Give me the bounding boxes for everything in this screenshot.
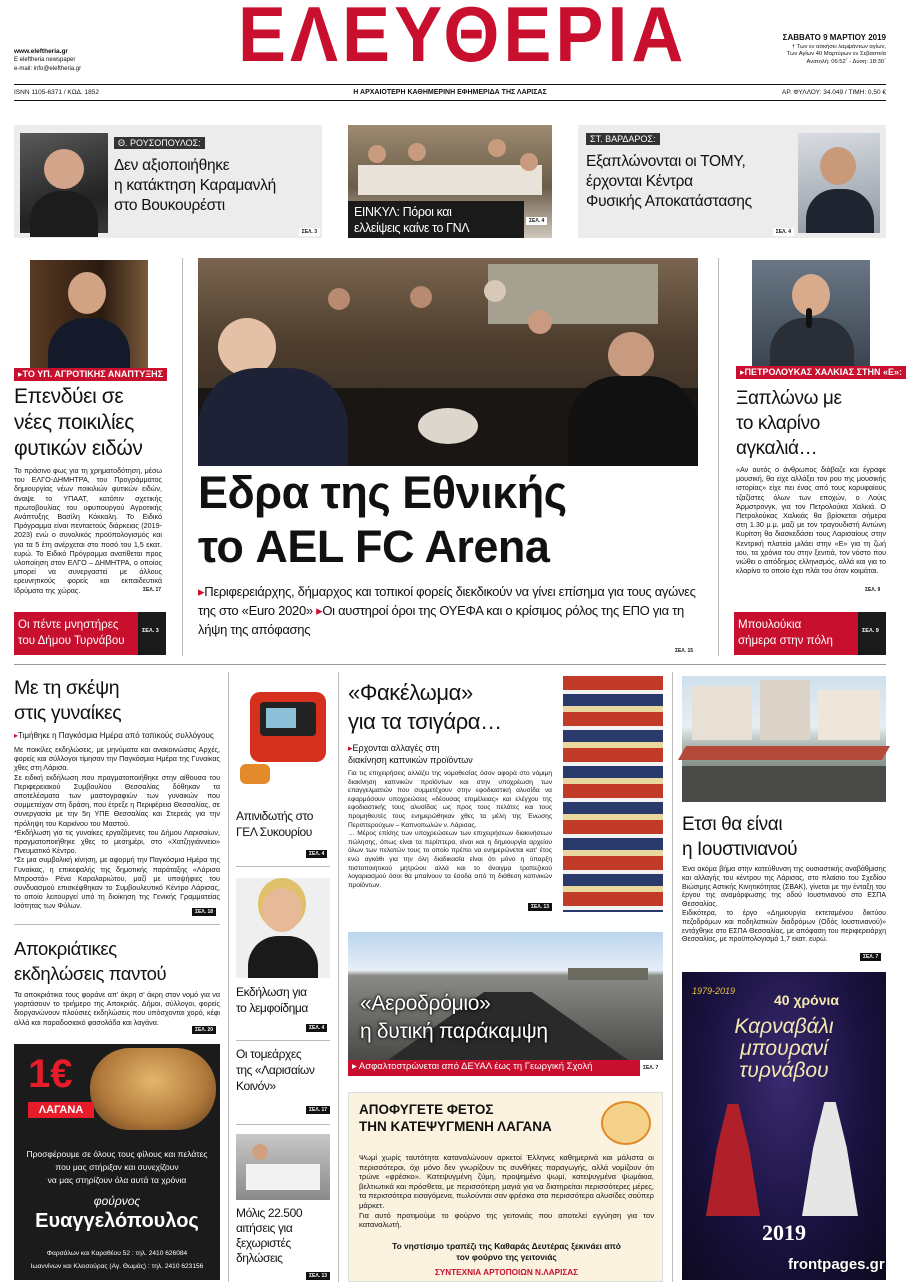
column-rule-left [182,258,183,656]
triangle-bullet-icon: ▸ [352,1061,357,1072]
brief-2-headline[interactable]: Εκδήλωση για το λεμφοίδημα [236,985,308,1015]
teaser-1-headline[interactable]: Δεν αξιοποιήθηκε η κατάκτηση Καραμανλή στο Βουκουρέστι [114,157,276,214]
bakers-union-ad[interactable] [348,1092,663,1282]
triangle-bullet-icon: ▸ [198,584,205,599]
bakery-ad-brand: Ευαγγελόπουλος [35,1210,199,1232]
poster-anniversary: 40 χρόνια [774,992,840,1008]
dancer-figure-left [706,1104,760,1216]
masthead-issue-price: ΑΡ. ΦΥΛΛΟΥ: 34.049 / ΤΙΜΗ: 0,50 € [781,89,886,96]
women-headline[interactable]: Με τη σκέψη στις γυναίκες [14,677,122,724]
masthead-date: ΣΑΒΒΑΤΟ 9 ΜΑΡΤΙΟΥ 2019 [782,33,886,42]
masthead-title: ΕΛΕΥΘΕΡΙΑ [238,0,688,79]
brief-1-page[interactable]: ΣΕΛ. 4 [306,850,327,858]
bakers-union-logo [601,1101,651,1145]
teaser-3-page[interactable]: ΣΕΛ. 4 [773,228,794,236]
masthead-site[interactable]: www.eleftheria.gr [14,48,68,55]
teaser-2-page[interactable]: ΣΕΛ. 4 [526,217,547,225]
brief-1-headline[interactable]: Απινιδωτής στο ΓΕΛ Συκουρίου [236,809,314,839]
person-silhouette-icon [44,149,84,189]
teaser-2[interactable] [348,125,552,238]
bakery-ad-addr1: Φαρσάλων και Καραθέου 52 : τηλ. 2410 626084 [46,1250,188,1257]
carnival-page[interactable]: ΣΕΛ. 20 [192,1026,216,1034]
justinian-render-photo [682,676,886,802]
dancer-figure-right [802,1102,858,1216]
bakers-union-ad-title: ΑΠΟΦΥΓΕΤΕ ΦΕΤΟΣ ΤΗΝ ΚΑΤΕΨΥΓΜΕΝΗ ΛΑΓΑΝΑ [359,1102,552,1134]
teaser-2-headline[interactable]: ΕΙΝΚΥΛ: Πόροι και ελλείψεις καίνε το ΓΝΛ [354,205,470,235]
teaser-3-photo [798,133,880,233]
brief-1-photo [236,678,336,790]
brief-3-page[interactable]: ΣΕΛ. 17 [306,1106,330,1114]
triangle-bullet-icon: ▸ [348,743,353,753]
lead-sub1: Περιφερειάρχης, δήμαρχος και τοπικοί φορείς διεκδικούν να γίνει επίσημα για τους αγώνες της στο «Euro 2020» [198,584,696,618]
teaser-1-photo [20,133,108,233]
masthead-saints: † Των εν ασκήσει λαμψάντων αγίων, Των Αγίων 40 Μαρτύρων εν Σεβαστεία [786,44,886,57]
person-silhouette-icon [68,272,106,314]
left-story-photo [30,260,148,370]
teaser-1[interactable] [14,125,322,238]
tobacco-body: Για τις επιχειρήσεις αλλάζει της νομοθεσίας όσον αφορά στο νόμιμη διακίνηση καπνικών προϊόντων και στην υποχρέωση των επαγγελματιών που συμμετέχουν στην εφοδιαστική αλυσίδα να εφαρμόσουν υποχρεώσεις «δέουσας επιμέλειας» και ελέγχου της εφοδιαστικής τους αλυσίδας ως προς τους πελάτες και τους προμηθευτές τους ενημερώθηκαν χθες τα μέλη της Ένωσης Περιπτερούχων – Καπνοπωλών ν. Λάρισας. … Μέρος επίσης των υποχρεώσεων των επιχειρήσεων διακινήσεων πώλησης, όπως είναι τα περίπτερα, είναι και η δημιουργία αρχείου όλων των πελατών τους το οποίο πρέπει να ενημερώνεται κατ' έτος ενώ αγκάθι για την όλη διαδικασία είναι ότι μόνο η ύπαρξη πιστοποιητικού μητρώου αλλά και το άνοιγμα τραπεζικού λογαριασμού όσοι θα μπαίνουν τα έσοδα από τη διάθεση καπνικών προϊόντων. [348,770,552,889]
women-body: Με ποικίλες εκδηλώσεις, με μηνύματα και ανακοινώσεις Αρχές, φορείς και σύλλογοι τίμησαν την Παγκόσμια Ημέρα της Γυναίκας χθες στη Λάρισα. Σε ειδική εκδήλωση που πραγματοποιήθηκε στην αίθουσα του Περιφερειακού Συμβουλίου Θεσσαλίας δόθηκαν τα αποτελέσματα των μαστογραφιών των γυναικών που συμμετείχαν στη δράση, που έτρεξε η Περιφέρεια Θεσσαλίας, σε συνεργασία με την 5η ΥΠΕ Θεσσαλίας και Στερεάς για την πρόληψη του Καρκίνου του Μαστού. *Εκδήλωση για τις γυναίκες εργαζόμενες του Δήμου Λαρισαίων, πραγματοποιήθηκε χθες το μεσημέρι, στο «Χατζηγιάννειο» Πνευματικό Κέντρο. *Σε μια συμβολική κίνηση, με αφορμή την Παγκόσμια Ημέρα της Γυναίκας, η επικεφαλής της δημοτικής παράταξης «Λάρισα Μπροστά» Ρένα Καραλαριώτου, μαζί με υποψήφιες του συνδυασμού επισκέφθηκαν το Συμβουλευτικό Κέντρο Λάρισας, το οποίο λειτουργεί υπό τη διοίκηση της Γενικής Γραμματείας Ισότητας των Φύλων. [14,745,220,911]
triangle-bullet-icon: ▸ [740,367,745,377]
left-story-box-page: ΣΕΛ. 3 [142,628,159,634]
poster-year: 2019 [762,1220,806,1245]
person-silhouette-icon [820,147,856,185]
justinian-page[interactable]: ΣΕΛ. 7 [860,953,881,961]
tobacco-photo [563,676,663,912]
left-story-headline[interactable]: Επενδύει σε νέες ποικιλίες φυτικών ειδών [14,385,143,460]
brief-4-page[interactable]: ΣΕΛ. 13 [306,1272,330,1280]
brief-3-headline[interactable]: Οι τομεάρχες της «Λαρισαίων Κοινόν» [236,1047,315,1093]
teaser-1-page[interactable]: ΣΕΛ. 3 [299,228,320,236]
bakery-ad[interactable] [14,1044,220,1280]
masthead-tagline: Η ΑΡΧΑΙΟΤΕΡΗ ΚΑΘΗΜΕΡΙΝΗ ΕΦΗΜΕΡΙΔΑ ΤΗΣ ΛΑΡΙΣΑΣ [353,89,547,96]
justinian-headline[interactable]: Ετσι θα είναι η Ιουστινιανού [682,814,798,860]
teaser-3[interactable] [578,125,886,238]
bakers-union-ad-closing: Το νηστίσιμο τραπέζι της Καθαράς Δευτέρας ξεκινάει από τον φούρνο της γειτονιάς [392,1241,621,1262]
carnival-body: Τα αποκριάτικα τους φοράνε απ' άκρη σ' άκρη στον νομό για να γιορτάσουν το τριήμερο της Αποκριάς. Δήμοι, σύλλογοι, φορείς διοργανώνουν πλούσιες εκδηλώσεις που υπόσχονται χορό, κέφι αλλά και παραδοσιακό φασολάδα και λαγάνα. [14,990,220,1027]
right-story-photo [752,260,870,368]
left-story-page[interactable]: ΣΕΛ. 17 [140,586,164,594]
right-story-box-page: ΣΕΛ. 9 [862,628,879,634]
right-story-headline[interactable]: Ξαπλώνω με το κλαρίνο αγκαλιά… [736,388,842,459]
brief-4-photo [236,1134,330,1200]
lead-photo [198,258,698,466]
masthead-email[interactable]: e-mail: info@eleftheria.gr [14,66,82,72]
brief-2-photo [236,878,330,978]
right-story-body: «Αν αυτός ο άνθρωπος διάβαζε και έγραφε μουσική, θα είχε αλλάξει τον ρου της μουσικής ιστορίας» είχε πει ένας από τους κορυφαίους τζαζίστες όλων των εποχών, ο Λούις Άρμστρονγκ, για τον Πετρολούκα Χαλκιά. Ο Πετρολούκας Χαλκιάς θα βρίσκεται σήμερα στη 1.30 μ.μ. μαζί με τον τραγουδιστή Αντώνη Κυρίτση θα διασκεδάσει τους Λαρισαίους στην Κεντρική πλατεία μιλάει στην «Ε» για τη ζωή του, τα χρόνια του στην ξενιτιά, τον νόστο που νιώθει ο απόδημος ελληνισμός, αλλά και για το κλαρίνο το οποίο έχει πλάι του όταν κοιμάται. [736,465,886,576]
tobacco-headline[interactable]: «Φακέλωμα» για τα τσιγάρα… [348,680,502,734]
carnival-headline[interactable]: Αποκριάτικες εκδηλώσεις παντού [14,938,167,984]
triangle-bullet-icon: ▸ [18,369,23,379]
women-page[interactable]: ΣΕΛ. 18 [192,908,216,916]
airfield-headline[interactable]: «Αεροδρόμιο» η δυτική παράκαμψη [360,992,548,1043]
lead-subheads [198,582,698,639]
bakery-ad-text: Προσφέρουμε σε όλους τους φίλους και πελάτες που μας στήριξαν και συνεχίζουν να μας στηρίζουν όλα αυτά τα χρόνια [26,1149,208,1185]
tobacco-sub: ▸Ερχονται αλλαγές στη διακίνηση καπνικών προϊόντων [348,743,473,765]
column-rule-right [718,258,719,656]
carnival-poster[interactable] [682,972,886,1280]
bakery-ad-addr2: Ιωαννίνων και Κλεισούρας (Αγ. Θωμάς) : τηλ. 2410 623156 [30,1263,204,1270]
microphone-icon [806,308,812,328]
masthead-rule-top [14,84,886,85]
tobacco-page[interactable]: ΣΕΛ. 13 [528,903,552,911]
triangle-bullet-icon: ▸ [316,603,323,618]
brief-4-headline[interactable]: Μόλις 22.500 αιτήσεις για ξεχωριστές δηλώσεις [236,1206,303,1265]
bakers-union-ad-sign: ΣΥΝΤΕΧΝΙΑ ΑΡΤΟΠΟΙΩΝ Ν.ΛΑΡΙΣΑΣ [434,1268,579,1277]
bakery-ad-product: ΛΑΓΑΝΑ [28,1102,94,1118]
teaser-3-headline[interactable]: Εξαπλώνονται οι ΤΟΜΥ, έρχονται Κέντρα Φυσικής Αποκατάστασης [586,153,752,210]
lead-sub2: Οι αυστηροί όροι της ΟΥΕΦΑ και ο κρίσιμος ρόλος της ΕΠΟ για τη λήψη της απόφασης [198,603,684,637]
right-story-box-label: Μπουλούκια σήμερα στην πόλη [738,619,833,647]
left-story-box[interactable] [14,612,166,655]
left-story-kicker: ▸ΤΟ ΥΠ. ΑΓΡΟΤΙΚΗΣ ΑΝΑΠΤΥΞΗΣ [14,368,167,381]
justinian-body: Ένα ακόμα βήμα στην κατεύθυνση της ουσιαστικής αναβάθμισης και αλλαγής του κέντρου της Λάρισας, στο πλαίσιο του Σχεδίου Βιώσιμης Αστικής Κινητικότητας (ΣΒΑΚ), γίνεται με την ένταξη του έργου της αναμόρφωσης της οδού Ιουστινιανού στο ΕΣΠΑ Θεσσαλίας. Ειδικότερα, το έργο «Δημιουργία εκτεταμένου δικτύου πεζοδρόμων και ποδηλατικών διαδρόμων (Οδός Ιουστινιανού)» εντάχθηκε στο ΕΣΠΑ Θεσσαλίας, με απόφαση του περιφερειάρχη Θεσσαλίας, με προϋπολογισμό 1,7 εκατ. ευρώ. [682,866,886,944]
masthead-rule-bottom [14,100,886,101]
watermark: frontpages.gr [788,1256,885,1273]
teaser-3-kicker: ΣΤ. ΒΑΡΔΑΡΟΣ: [586,133,660,145]
left-story-box-label: Οι πέντε μνηστήρες του Δήμου Τυρνάβου [18,619,125,647]
brief-2-page[interactable]: ΣΕΛ. 4 [306,1024,327,1032]
bakery-ad-label: φούρνος [93,1194,141,1208]
left-story-body: Το πράσινο φως για τη χρηματοδότηση, μέσω του ΕΛΓΟ-ΔΗΜΗΤΡΑ, του Προγράμματος δημιουργίας νέων ποικιλιών φυτικών ειδών, άναψε το ΥΠΑΑΤ, κατόπιν σχετικής πρωτοβουλίας του υφυπουργού Αγροτικής Ανάπτυξης Βασίλη Κόκκαλη. Το Ειδικό Πρόγραμμα είναι πενταετούς διάρκειας (2019-2023) ενώ ο συνολικός προϋπολογισμός και για τα 5 έτη ανέρχεται στο ποσό του 1,5 εκατ. ευρώ. Το Ειδικό Πρόγραμμα ανατίθεται προς υλοποίηση στον ΕΛΓΟ – ΔΗΜΗΤΡΑ, ο οποίος μπορεί να συνεργαστεί με άλλους ερευνητικούς φορείς και εκπαιδευτικά Ιδρύματα της χώρας. [14,466,162,595]
right-story-kicker: ▸ΠΕΤΡΟΛΟΥΚΑΣ ΧΑΛΚΙΑΣ ΣΤΗΝ «Ε»: [736,366,906,379]
women-sub: ▸Τιμήθηκε η Παγκόσμια Ημέρα από τοπικούς συλλόγους [14,731,214,740]
bakers-union-ad-body: Ψωμί χωρίς ταυτότητα καταναλώνουν αρκετοί Έλληνες καθημερινά και μάλιστα οι περισσότεροι, όχι μόνο δεν γνωρίζουν τις συνθήκες παραγωγής, αλλά νομίζουν ότι τρώνε «φρέσκο». Κατεψυγμένη ζύμη, προψημένο ψωμί, κατεψυγμένα ψωμάκια, βελτιωτικά και πρόσθετα, με περισσότερη μαγιά για να διατηρείται περισσότερες μέρες, τα περισσότερα εισαγόμενα, πωλούνται σαν φρέσκα στα περισσότερα αλυσίδες σούπερ μάρκετ. Για αυτό προτιμούμε το φούρνο της γειτονιάς που αποτελεί εγγύηση για τον καταναλωτή. [359,1153,654,1230]
lead-headline[interactable]: Εδρα της Εθνικής το AEL FC Arena [198,467,567,572]
teaser-1-kicker: Θ. ΡΟΥΣΟΠΟΥΛΟΣ: [114,137,205,149]
triangle-bullet-icon: ▸ [14,731,19,740]
poster-title: Καρναβάλι μπουρανί τυρνάβου [734,1015,834,1082]
lead-page[interactable]: ΣΕΛ. 15 [672,647,696,655]
bread-image [90,1048,216,1130]
masthead-facebook[interactable]: E eleftheria newspaper [14,57,76,63]
person-silhouette-icon [262,888,302,932]
airfield-page[interactable]: ΣΕΛ. 7 [640,1064,661,1072]
masthead-issn: ISNN 1105-6371 / ΚΩΔ. 1852 [14,89,99,96]
section-rule [14,664,886,665]
right-story-box[interactable] [734,612,886,655]
masthead-sun: Ανατολή: 06:52΄ - Δύση: 18:30΄ [806,59,886,65]
airfield-sub: ▸ Ασφαλτοστρώνεται από ΔΕΥΑΛ έως τη Γεωργική Σχολή [352,1061,593,1072]
right-story-page[interactable]: ΣΕΛ. 9 [862,586,883,594]
bakery-ad-price: 1€ [28,1052,73,1096]
poster-years: 1979-2019 [692,986,736,996]
